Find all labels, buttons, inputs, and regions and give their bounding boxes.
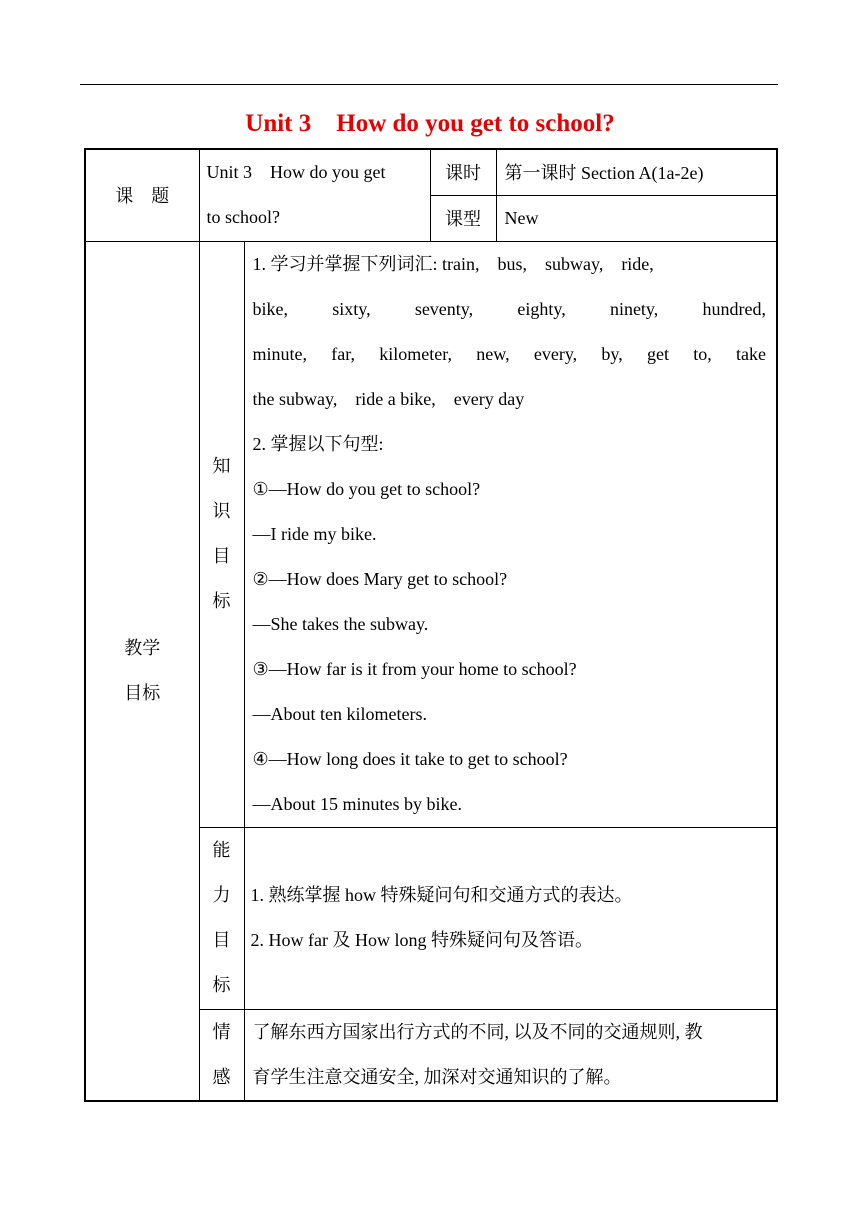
lesson-plan-table — [84, 148, 778, 1102]
header-rule — [80, 84, 778, 85]
emotion-line: 了解东西方国家出行方式的不同, 以及不同的交通规则, 教 — [252, 1021, 703, 1042]
ability-line: 1. 熟练掌握 how 特殊疑问句和交通方式的表达。 — [250, 885, 633, 905]
goal-label-line1: 教学 — [124, 637, 161, 658]
type-value: New — [504, 207, 539, 228]
emotion-label-cell — [199, 1009, 244, 1101]
topic-value-line2: to school? — [206, 207, 280, 228]
topic-label-cell — [85, 149, 199, 241]
knowledge-line: 2. 掌握以下句型: — [252, 433, 384, 454]
period-label: 课时 — [445, 163, 481, 184]
ability-content-cell — [244, 827, 777, 1009]
knowledge-line: the subway, ride a bike, every day — [252, 388, 525, 409]
knowledge-line: —About ten kilometers. — [252, 703, 427, 724]
emotion-label: 情 感 — [212, 1021, 231, 1087]
ability-line: 2. How far 及 How long 特殊疑问句及答语。 — [250, 930, 593, 950]
page-title: Unit 3 How do you get to school? — [245, 110, 615, 137]
knowledge-line: —She takes the subway. — [252, 613, 429, 634]
knowledge-line: ①—How do you get to school? — [252, 478, 481, 499]
period-value-cell — [496, 149, 777, 195]
ability-label: 能 力 目 标 — [212, 840, 231, 995]
knowledge-label-cell — [199, 241, 244, 827]
topic-value-line1: Unit 3 How do you get — [206, 162, 386, 183]
knowledge-line: ③—How far is it from your home to school? — [252, 658, 577, 679]
knowledge-label: 知 识 目 标 — [212, 456, 231, 611]
knowledge-line: ④—How long does it take to get to school? — [252, 748, 568, 769]
type-value-cell — [496, 195, 777, 241]
emotion-line: 育学生注意交通安全, 加深对交通知识的了解。 — [252, 1066, 622, 1087]
period-value: 第一课时 Section A(1a-2e) — [504, 163, 704, 184]
type-label-cell — [430, 195, 496, 241]
knowledge-line: —About 15 minutes by bike. — [252, 793, 462, 814]
topic-label: 课 题 — [115, 186, 170, 207]
period-label-cell — [430, 149, 496, 195]
topic-value-cell — [199, 149, 430, 241]
knowledge-line: minute, far, kilometer, new, every, by, get to, take — [252, 343, 766, 364]
knowledge-line: bike, sixty, seventy, eighty, ninety, hundred, — [252, 298, 766, 319]
goal-label-cell — [85, 241, 199, 1101]
knowledge-line: ②—How does Mary get to school? — [252, 568, 508, 589]
goal-label-line2: 目标 — [124, 682, 161, 703]
knowledge-line: —I ride my bike. — [252, 523, 377, 544]
ability-label-cell — [199, 827, 244, 1009]
type-label: 课型 — [445, 209, 481, 229]
knowledge-line: 1. 学习并掌握下列词汇: train, bus, subway, ride, — [252, 253, 654, 274]
knowledge-content-cell — [244, 241, 777, 827]
emotion-content-cell — [244, 1009, 777, 1101]
